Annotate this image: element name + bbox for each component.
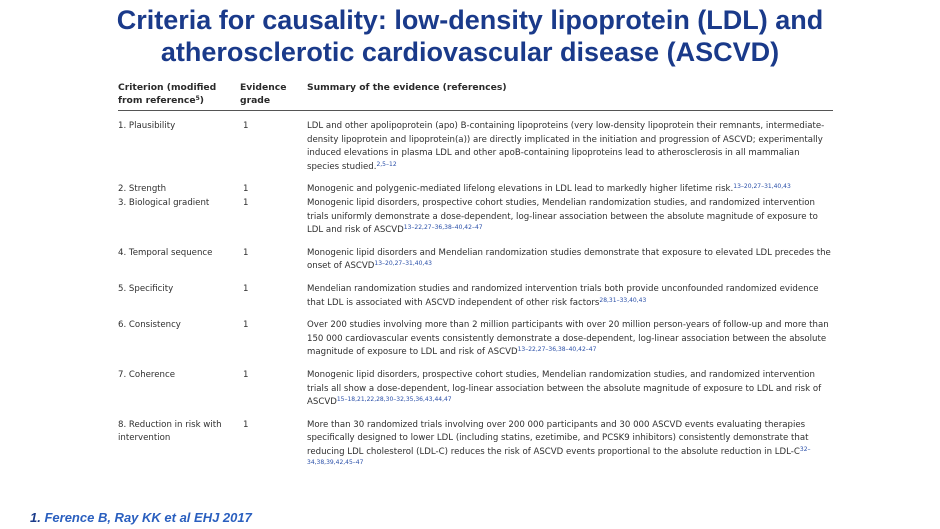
row-references: 15–18,21,22,28,30–32,35,36,43,44,47: [336, 396, 452, 404]
header-evidence-line-1: Evidence: [240, 82, 287, 93]
causality-criteria-table: [118, 80, 833, 473]
row-references: 32–34,38,39,42,45–47: [307, 445, 811, 467]
row-references: 13–22,27–36,38–40,42–47: [403, 224, 483, 232]
row-references: 13–20,27–31,40,43: [374, 260, 432, 268]
row-grade: 1: [243, 121, 249, 131]
slide-title-line-2: atherosclerotic cardiovascular disease (ASCVD): [160, 37, 780, 67]
footnote-number: 1.: [30, 510, 41, 525]
row-summary: [307, 120, 833, 174]
header-evidence-grade: [240, 80, 307, 111]
row-references: 13–22,27–36,38–40,42–47: [517, 346, 597, 354]
table-row: [118, 197, 833, 238]
row-references: 28,31–33,40,43: [599, 296, 647, 304]
table-header-row: [118, 80, 833, 111]
row-grade: 1: [243, 419, 249, 430]
row-criterion: 1. Plausibility: [118, 121, 176, 131]
slide-title-line-1: Criteria for causality: low-density lipoprotein (LDL) and: [116, 5, 824, 35]
header-criterion-ref: 5: [195, 94, 200, 102]
row-criterion: 2. Strength: [118, 184, 167, 195]
header-evidence-line-2: grade: [240, 94, 271, 106]
row-grade: 1: [243, 247, 249, 258]
row-summary-text: Monogenic and polygenic-mediated lifelong elevations in LDL lead to markedly higher lifetime risk.: [307, 184, 734, 195]
row-criterion: 6. Consistency: [118, 320, 181, 331]
row-summary: [307, 319, 833, 360]
header-summary: Summary of the evidence (references): [307, 82, 507, 93]
table-row: [118, 419, 833, 473]
header-criterion-close: ): [199, 94, 204, 106]
row-criterion: 3. Biological gradient: [118, 197, 210, 208]
header-criterion: [118, 80, 240, 111]
row-criterion: 4. Temporal sequence: [118, 247, 213, 258]
row-summary: [307, 419, 833, 473]
row-summary: [307, 183, 833, 197]
row-grade: 1: [243, 369, 249, 380]
row-summary-text: Monogenic lipid disorders and Mendelian randomization studies demonstrate that exposure to elevated LDL precedes the onset of ASCVD: [307, 247, 831, 272]
table-row: [118, 283, 833, 310]
row-grade: 1: [243, 197, 249, 208]
table-row: [118, 183, 833, 197]
reference-footnote: [30, 510, 252, 525]
row-summary-text: Monogenic lipid disorders, prospective cohort studies, Mendelian randomization studies, and randomized intervention trials all show a dose-dependent, log-linear association between the absolute magnitude of exposure to LDL and risk of ASCVD: [307, 369, 822, 408]
header-criterion-line-2: from reference: [118, 94, 196, 106]
row-summary-text: Mendelian randomization studies and randomized intervention trials both provide unconfounded randomized evidence that LDL is associated with ASCVD independent of other risk factors: [307, 283, 819, 308]
slide-title: [0, 4, 940, 68]
row-references: 2,5–12: [376, 160, 397, 168]
row-summary-text: LDL and other apolipoprotein (apo) B-containing lipoproteins (very low-density lipoprotein their remnants, intermediate-density lipoprotein and lipoprotein(a)) are directly implicated in the initiation and progression of ASCVD; experimentally induced elevations in plasma LDL and other apoB-containing lipoproteins lead to atherosclerosis in all mammalian species studied.: [307, 121, 825, 172]
row-criterion: 7. Coherence: [118, 369, 176, 380]
row-criterion: 5. Specificity: [118, 283, 174, 294]
row-summary: [307, 369, 833, 410]
row-summary: [307, 283, 833, 310]
row-summary: [307, 247, 833, 274]
row-grade: 1: [243, 283, 249, 294]
row-summary-text: More than 30 randomized trials involving over 200 000 participants and 30 000 ASCVD events evaluating therapies specifically designed to lower LDL (including statins, ezetimibe, and PCSK9 inhibitors) consistently demonstrate that reducing LDL cholesterol (LDL-C) reduces the risk of ASCVD events proportional to the absolute reduction in LDL-C: [307, 419, 809, 457]
footnote-citation: Ference B, Ray KK et al EHJ 2017: [44, 510, 252, 525]
table-row: [118, 120, 833, 174]
row-summary: [307, 197, 833, 238]
table-row: [118, 319, 833, 360]
row-references: 13–20,27–31,40,43: [733, 183, 791, 191]
row-summary-text: Over 200 studies involving more than 2 million participants with over 20 million person-years of follow-up and more than 150 000 cardiovascular events consistently demonstrate a dose-dependent, log-linear association between the absolute magnitude of exposure to LDL and risk of ASCVD: [307, 320, 829, 358]
table-row: [118, 369, 833, 410]
causality-table-container: [118, 80, 833, 473]
table-row: [118, 247, 833, 274]
row-criterion: 8. Reduction in risk with intervention: [118, 419, 222, 444]
row-summary-text: Monogenic lipid disorders, prospective cohort studies, Mendelian randomization studies, and randomized intervention trials uniformly demonstrate a dose-dependent, log-linear association between the absolute magnitude of exposure to LDL and risk of ASCVD: [307, 197, 818, 236]
row-grade: 1: [243, 320, 249, 331]
row-grade: 1: [243, 184, 249, 195]
header-criterion-line-1: Criterion (modified: [118, 82, 217, 93]
